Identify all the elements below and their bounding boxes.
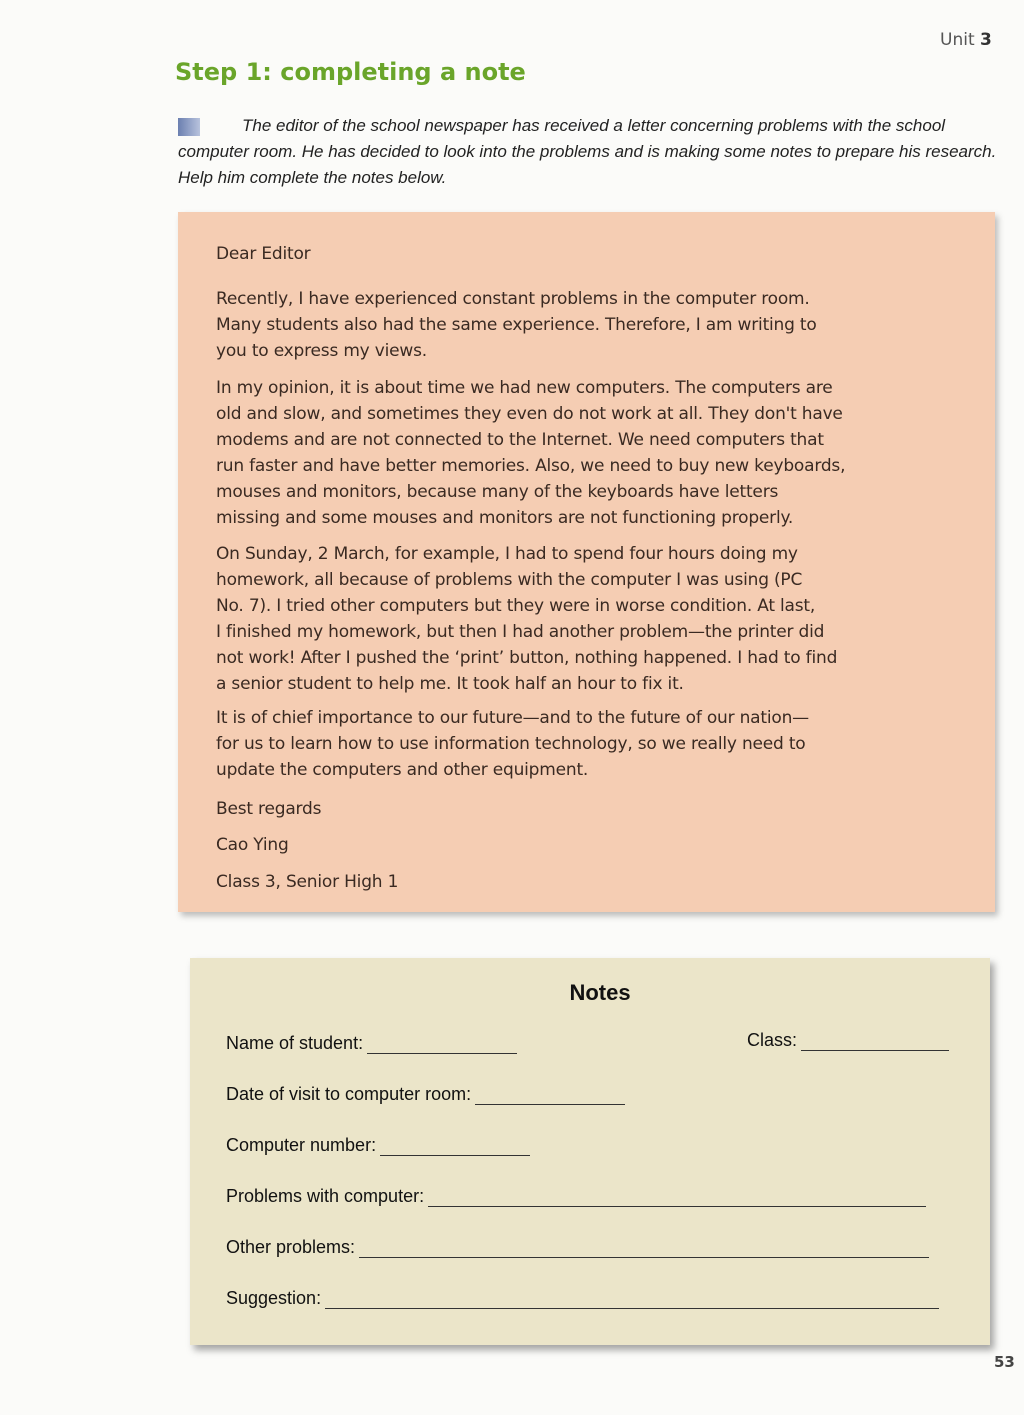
letter-line: I finished my homework, but then I had another problem—the printer did xyxy=(216,622,825,642)
computer-number-field[interactable] xyxy=(226,1135,530,1156)
other-problems-field[interactable] xyxy=(226,1237,929,1258)
letter-line: No. 7). I tried other computers but they were in worse condition. At last, xyxy=(216,596,816,616)
letter-line: mouses and monitors, because many of the keyboards have letters xyxy=(216,482,779,502)
class-field[interactable] xyxy=(747,1030,949,1051)
date-blank[interactable] xyxy=(475,1086,625,1105)
letter-line: missing and some mouses and monitors are not functioning properly. xyxy=(216,508,794,528)
letter-line: modems and are not connected to the Internet. We need computers that xyxy=(216,430,824,450)
computer-label: Computer number: xyxy=(226,1135,377,1155)
letter-line: On Sunday, 2 March, for example, I had to spend four hours doing my xyxy=(216,544,798,564)
class-label: Class: xyxy=(747,1030,798,1050)
problems-label: Problems with computer: xyxy=(226,1186,425,1206)
name-blank[interactable] xyxy=(367,1035,517,1054)
page-number: 53 xyxy=(994,1353,1015,1371)
letter-line: update the computers and other equipment. xyxy=(216,760,589,780)
letter-line: Many students also had the same experience. Therefore, I am writing to xyxy=(216,315,817,335)
name-label: Name of student: xyxy=(226,1033,364,1053)
letter-line: In my opinion, it is about time we had new computers. The computers are xyxy=(216,378,833,398)
name-field[interactable] xyxy=(226,1033,517,1054)
class-blank[interactable] xyxy=(801,1032,949,1051)
letter-line: old and slow, and sometimes they even do not work at all. They don't have xyxy=(216,404,843,424)
letter-line: homework, all because of problems with the computer I was using (PC xyxy=(216,570,803,590)
date-label: Date of visit to computer room: xyxy=(226,1084,472,1104)
letter-line: Recently, I have experienced constant problems in the computer room. xyxy=(216,289,810,309)
unit-number: 3 xyxy=(980,30,992,50)
letter-line: a senior student to help me. It took half an hour to fix it. xyxy=(216,674,684,694)
letter-class: Class 3, Senior High 1 xyxy=(216,872,399,892)
letter-line: It is of chief importance to our future—and to the future of our nation— xyxy=(216,708,809,728)
letter-line: run faster and have better memories. Also, we need to buy new keyboards, xyxy=(216,456,846,476)
instructions: The editor of the school newspaper has received a letter concerning problems with the school computer room. He has decided to look into the problems and is making some notes to prepare his research. Help him complete the notes below. xyxy=(178,116,997,187)
letter-closing: Best regards xyxy=(216,799,322,819)
suggestion-blank[interactable] xyxy=(325,1290,939,1309)
letter-greeting: Dear Editor xyxy=(216,244,311,264)
letter-line: not work! After I pushed the ‘print’ button, nothing happened. I had to find xyxy=(216,648,838,668)
letter-box xyxy=(178,212,995,912)
other-blank[interactable] xyxy=(359,1239,929,1258)
letter-line: for us to learn how to use information technology, so we really need to xyxy=(216,734,806,754)
notes-form xyxy=(190,958,990,1345)
date-field[interactable] xyxy=(226,1084,625,1105)
unit-label xyxy=(940,30,992,50)
notes-title: Notes xyxy=(569,980,631,1005)
letter-signature: Cao Ying xyxy=(216,835,289,855)
problems-field[interactable] xyxy=(226,1186,926,1207)
unit-text: Unit xyxy=(940,30,975,50)
suggestion-field[interactable] xyxy=(226,1288,939,1309)
computer-blank[interactable] xyxy=(380,1137,530,1156)
other-label: Other problems: xyxy=(226,1237,356,1257)
problems-blank[interactable] xyxy=(428,1188,926,1207)
step-title: Step 1: completing a note xyxy=(175,58,526,86)
suggestion-label: Suggestion: xyxy=(226,1288,322,1308)
letter-line: you to express my views. xyxy=(216,341,427,361)
